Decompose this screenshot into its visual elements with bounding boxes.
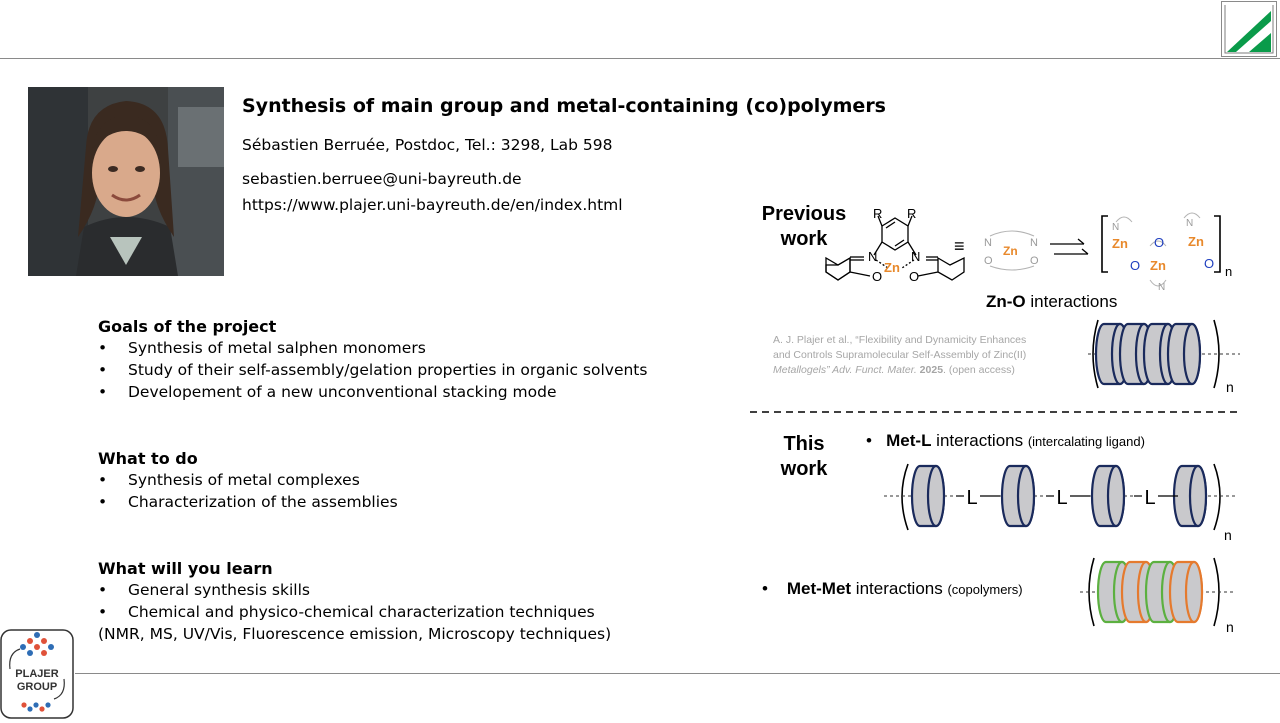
poly-n-3: N xyxy=(1158,282,1166,293)
met-met-rest: interactions xyxy=(851,579,948,598)
poly-n-subscript: n xyxy=(1225,264,1233,279)
email-link[interactable]: sebastien.berruee@uni-bayreuth.de xyxy=(242,170,522,188)
list-item: • Characterization of the assemblies xyxy=(98,491,718,513)
citation[interactable] xyxy=(773,333,1073,378)
motif-n-left: N xyxy=(984,237,992,249)
page-title: Synthesis of main group and metal-containing (co)polymers xyxy=(242,95,886,117)
footer-divider xyxy=(75,673,1280,674)
met-l-bold: Met-L xyxy=(886,431,932,450)
zn-o-polymer xyxy=(1094,210,1244,294)
this-work-line2: work xyxy=(780,458,828,480)
motif-n-right: N xyxy=(1030,237,1038,249)
citation-year: 2025 xyxy=(919,364,944,376)
poly-n-2: N xyxy=(1186,218,1194,229)
header-divider xyxy=(0,58,1280,59)
todo-section xyxy=(98,449,718,513)
met-l-diagram xyxy=(884,458,1240,544)
met-met-small: (copolymers) xyxy=(947,582,1023,597)
poly-o-2: O xyxy=(1130,258,1141,273)
met-l-rest: interactions xyxy=(931,431,1028,450)
university-logo xyxy=(1221,1,1277,57)
portrait-photo xyxy=(28,87,224,276)
goals-list xyxy=(98,337,718,403)
met-l-line xyxy=(866,431,1145,451)
citation-rest: . (open access) xyxy=(943,364,1015,376)
ligand-label-2: L xyxy=(1056,487,1068,509)
goals-section xyxy=(98,317,718,403)
logo-line1: PLAJER xyxy=(15,668,59,680)
citation-line1: A. J. Plajer et al., “Flexibility and Dynamicity Enhances xyxy=(773,334,1027,346)
n-atom-left: N xyxy=(868,249,878,264)
met-met-bold: Met-Met xyxy=(786,579,852,598)
disk-metl-1 xyxy=(912,466,944,526)
stack-n-subscript-1: n xyxy=(1226,379,1234,395)
motif-o-left: O xyxy=(984,255,993,267)
stack-n-subscript-2: n xyxy=(1224,527,1232,543)
list-item: • Chemical and physico-chemical characterization techniques xyxy=(98,601,718,623)
met-met-bullet: • xyxy=(762,579,768,598)
zn-o-rest: interactions xyxy=(1025,292,1118,311)
zn-motif xyxy=(980,228,1044,272)
disk-metl-3 xyxy=(1092,466,1124,526)
poly-o-3: O xyxy=(1204,256,1215,271)
disk-metl-4 xyxy=(1174,466,1206,526)
todo-list xyxy=(98,469,718,513)
ligand-label-3: L xyxy=(1144,487,1156,509)
poly-o-1: O xyxy=(1154,235,1165,250)
learn-section xyxy=(98,559,718,645)
group-logo-icon xyxy=(0,629,74,719)
stack-diagram-zno xyxy=(1084,316,1244,396)
poly-zn-1: Zn xyxy=(1112,236,1128,251)
n-atom-right: N xyxy=(911,249,921,264)
website-link[interactable]: https://www.plajer.uni-bayreuth.de/en/index.html xyxy=(242,196,623,214)
list-item: • Synthesis of metal complexes xyxy=(98,469,718,491)
contact-line: Sébastien Berruée, Postdoc, Tel.: 3298, Lab 598 xyxy=(242,136,613,154)
previous-work-line2: work xyxy=(780,228,828,250)
motif-o-right: O xyxy=(1030,255,1039,267)
logo-line2: GROUP xyxy=(16,681,58,693)
citation-line2: and Controls Supramolecular Self-Assembly of Zinc(II) xyxy=(773,349,1027,361)
stack-n-subscript-3: n xyxy=(1226,619,1234,635)
goals-heading: Goals of the project xyxy=(98,317,277,336)
university-logo-icon xyxy=(1221,1,1277,57)
this-work-label xyxy=(752,432,856,482)
list-item: • Study of their self-assembly/gelation properties in organic solvents xyxy=(98,359,718,381)
motif-zn: Zn xyxy=(1003,244,1018,258)
poly-n-1: N xyxy=(1112,222,1120,233)
learn-heading: What will you learn xyxy=(98,559,273,578)
poly-zn-3: Zn xyxy=(1188,234,1204,249)
r-label-left: R xyxy=(873,206,883,221)
salphen-structure xyxy=(820,200,970,295)
learn-list xyxy=(98,579,718,623)
zn-atom: Zn xyxy=(884,260,900,275)
poly-zn-2: Zn xyxy=(1150,258,1166,273)
met-met-diagram xyxy=(1078,554,1240,638)
list-item: • General synthesis skills xyxy=(98,579,718,601)
met-l-small: (intercalating ligand) xyxy=(1027,434,1145,449)
group-logo xyxy=(0,629,74,719)
todo-heading: What to do xyxy=(98,449,198,468)
citation-journal: Metallogels” Adv. Funct. Mater. xyxy=(773,364,917,376)
met-l-bullet: • xyxy=(866,431,872,450)
o-atom-left: O xyxy=(872,269,883,284)
citation-line3 xyxy=(773,363,1073,378)
disk-co-4 xyxy=(1170,562,1202,622)
disk-prev-4 xyxy=(1168,324,1200,384)
zn-o-bold: Zn-O xyxy=(986,292,1026,311)
disk-metl-2 xyxy=(1002,466,1034,526)
previous-work-line1: Previous xyxy=(761,203,847,225)
this-work-line1: This xyxy=(783,433,825,455)
ligand-label-1: L xyxy=(966,487,978,509)
met-met-line xyxy=(762,579,1023,599)
zn-o-interactions-label xyxy=(986,292,1117,312)
list-item: • Developement of a new unconventional stacking mode xyxy=(98,381,718,403)
learn-note: (NMR, MS, UV/Vis, Fluorescence emission, Microscopy techniques) xyxy=(98,625,612,643)
section-divider xyxy=(750,410,1240,414)
equilibrium-arrows-icon xyxy=(1048,236,1090,262)
list-item: • Synthesis of metal salphen monomers xyxy=(98,337,718,359)
equivalent-sign: ≡ xyxy=(954,236,965,256)
r-label-right: R xyxy=(907,206,917,221)
o-atom-right: O xyxy=(909,269,920,284)
